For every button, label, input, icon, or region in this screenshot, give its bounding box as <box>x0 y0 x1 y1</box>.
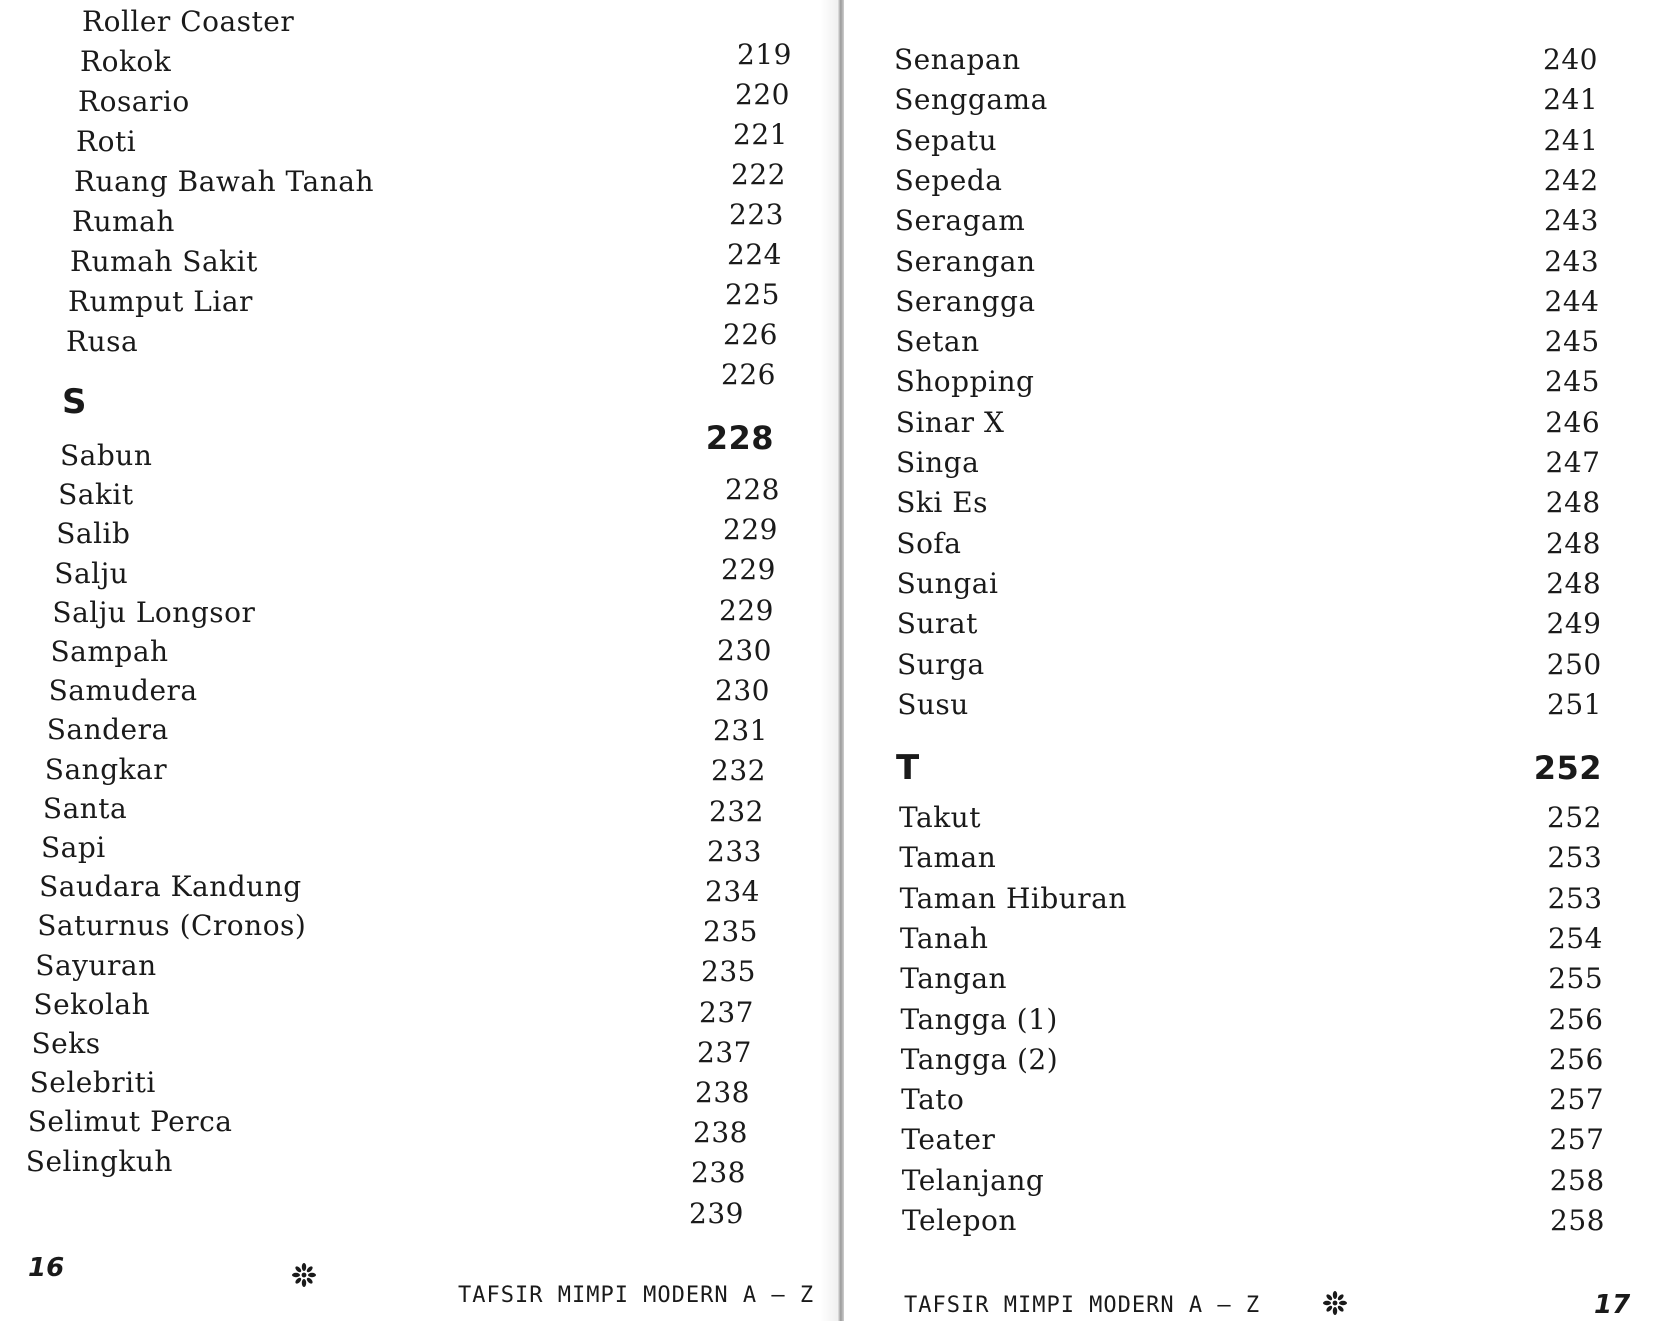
entry-page-number: 231 <box>713 714 768 748</box>
left-page-number: 16 <box>28 1253 65 1283</box>
entry-term: Sepatu <box>894 123 998 157</box>
entry-term: Takut <box>899 801 981 834</box>
entry-page-number: 232 <box>709 794 764 828</box>
left-index-entry <box>0 554 838 594</box>
entry-page-number: 232 <box>711 754 766 788</box>
entry-page-number: 238 <box>691 1156 746 1190</box>
left-index-entry <box>0 1102 838 1142</box>
entry-term: Seks <box>31 1027 101 1060</box>
entry-term: Sampah <box>50 635 169 668</box>
entry-term: Sangkar <box>44 752 168 786</box>
right-index-entry <box>844 798 1662 838</box>
entry-term: Serangga <box>895 284 1036 318</box>
entry-page-number: 238 <box>693 1116 748 1150</box>
entry-term: Sabun <box>60 439 153 472</box>
entry-page-number: 256 <box>1548 1002 1604 1036</box>
entry-term: Sakit <box>58 478 134 512</box>
right-index-entry <box>844 1120 1662 1160</box>
entry-page-number: 229 <box>719 593 774 627</box>
left-index-entry <box>0 593 838 633</box>
entry-page-number: 248 <box>1546 566 1602 600</box>
left-index-entry <box>0 750 838 790</box>
entry-page-number: 225 <box>725 278 780 311</box>
left-index-page <box>0 1194 838 1234</box>
right-index-list <box>844 0 1662 1321</box>
entry-term: Saudara Kandung <box>39 870 302 904</box>
entry-page-number: 222 <box>731 158 786 191</box>
entry-term: Surga <box>897 647 985 681</box>
right-index-entry <box>844 483 1662 523</box>
right-index-entry <box>844 645 1662 685</box>
entry-term: Saturnus (Cronos) <box>37 909 307 943</box>
entry-page-number: 257 <box>1549 1083 1605 1117</box>
left-index-page <box>0 235 838 275</box>
section-letter: T <box>896 748 920 788</box>
entry-page-number: 224 <box>727 238 782 271</box>
entry-page-number: 226 <box>721 358 776 391</box>
right-index-entry <box>844 838 1662 878</box>
entry-page-number: 248 <box>1546 526 1601 560</box>
right-index-entry <box>844 403 1662 443</box>
left-index-entry <box>0 946 838 986</box>
left-index-entry <box>0 671 838 711</box>
section-page-number: 252 <box>1533 749 1602 787</box>
entry-term: Taman Hiburan <box>899 881 1127 915</box>
entry-term: Serangan <box>895 244 1036 278</box>
entry-term: Sungai <box>896 566 999 600</box>
entry-term: Samudera <box>48 674 198 708</box>
entry-term: Rumput Liar <box>68 285 253 318</box>
right-index-entry <box>844 201 1662 241</box>
entry-term: Rusa <box>66 325 139 358</box>
entry-term: Sandera <box>46 713 169 747</box>
entry-term: Tanah <box>899 921 989 955</box>
entry-page-number: 235 <box>701 955 756 989</box>
entry-page-number: 241 <box>1543 123 1599 157</box>
entry-term: Rokok <box>80 45 172 78</box>
entry-term: Salib <box>56 517 131 551</box>
left-index-page <box>0 35 838 75</box>
entry-term: Susu <box>897 687 969 721</box>
right-page-number: 17 <box>1594 1290 1631 1320</box>
entry-term: Teater <box>901 1123 996 1157</box>
flower-ornament-icon <box>1322 1290 1348 1316</box>
entry-page-number: 221 <box>733 118 788 151</box>
right-index-entry <box>844 121 1662 161</box>
entry-page-number: 250 <box>1546 647 1602 681</box>
entry-page-number: 243 <box>1544 204 1599 238</box>
left-footer-title: TAFSIR MIMPI MODERN A – Z <box>458 1283 815 1308</box>
entry-term: Telanjang <box>901 1163 1045 1197</box>
left-index-entry <box>0 710 838 750</box>
entry-term: Singa <box>896 446 980 479</box>
left-index-entry <box>0 867 838 907</box>
entry-term: Senggama <box>894 83 1048 117</box>
left-index-entry <box>0 475 838 515</box>
entry-term: Sofa <box>896 526 962 560</box>
entry-page-number: 248 <box>1545 486 1601 520</box>
entry-term: Rosario <box>78 85 190 118</box>
entry-page-number: 258 <box>1549 1163 1605 1197</box>
right-index-entry <box>844 1080 1662 1120</box>
left-index-entry <box>0 789 838 829</box>
entry-page-number: 230 <box>717 633 772 667</box>
right-index-entry <box>844 1040 1662 1080</box>
entry-page-number: 252 <box>1547 801 1602 834</box>
right-index-entry <box>844 919 1662 959</box>
entry-term: Telepon <box>902 1204 1017 1237</box>
entry-page-number: 242 <box>1543 163 1599 197</box>
right-index-entry <box>844 40 1662 80</box>
entry-page-number: 253 <box>1547 841 1603 875</box>
entry-term: Sayuran <box>35 948 157 982</box>
entry-page-number: 239 <box>689 1196 744 1230</box>
left-index-entry <box>0 1024 838 1064</box>
entry-page-number: 255 <box>1548 962 1604 996</box>
right-index-entry <box>844 443 1662 483</box>
entry-term: Ski Es <box>896 486 988 520</box>
entry-page-number: 246 <box>1545 405 1601 439</box>
entry-page-number: 243 <box>1544 244 1600 278</box>
entry-term: Seragam <box>894 204 1026 238</box>
right-index-entry <box>844 322 1662 362</box>
left-index-page <box>0 155 838 195</box>
right-index-entry <box>844 80 1662 120</box>
entry-term: Sapi <box>41 831 106 864</box>
entry-term: Sekolah <box>33 987 151 1021</box>
flower-ornament-icon <box>291 1262 317 1288</box>
entry-page-number: 247 <box>1545 446 1601 479</box>
entry-page-number: 228 <box>725 473 780 506</box>
left-index-entry <box>0 514 838 554</box>
entry-term: Rumah Sakit <box>70 245 258 278</box>
right-index-entry <box>844 879 1662 919</box>
entry-term: Senapan <box>894 43 1021 76</box>
left-index-page <box>0 75 838 115</box>
left-index-page <box>0 275 838 315</box>
right-footer-title: TAFSIR MIMPI MODERN A – Z <box>904 1293 1261 1318</box>
entry-page-number: 256 <box>1548 1042 1604 1076</box>
right-index-entry <box>844 524 1662 564</box>
entry-page-number: 230 <box>715 674 770 707</box>
left-index-entry <box>0 1142 838 1182</box>
entry-term: Selingkuh <box>25 1144 173 1178</box>
entry-page-number: 238 <box>695 1076 750 1109</box>
section-letter: S <box>62 382 87 422</box>
entry-page-number: 244 <box>1544 284 1600 318</box>
entry-page-number: 240 <box>1543 43 1598 76</box>
section-page-number: 228 <box>705 419 774 457</box>
left-index-page <box>0 115 838 155</box>
entry-term: Tangan <box>900 962 1008 996</box>
right-index-entry <box>844 362 1662 402</box>
entry-page-number: 220 <box>735 78 790 111</box>
entry-term: Tangga (1) <box>900 1002 1058 1036</box>
entry-page-number: 234 <box>705 875 760 908</box>
right-index-entry <box>844 282 1662 322</box>
right-index-entry <box>844 1201 1662 1241</box>
entry-term: Salju <box>54 556 129 590</box>
entry-page-number: 251 <box>1547 687 1602 721</box>
right-index-entry <box>844 959 1662 999</box>
entry-page-number: 249 <box>1546 607 1602 641</box>
entry-term: Sepeda <box>894 163 1003 197</box>
entry-page-number: 253 <box>1547 881 1603 915</box>
entry-term: Sinar X <box>895 405 1005 439</box>
right-index-entry <box>844 161 1662 201</box>
entry-term: Salju Longsor <box>52 595 256 629</box>
left-section-heading <box>0 382 838 422</box>
entry-page-number: 258 <box>1550 1204 1605 1237</box>
entry-term: Setan <box>895 325 980 359</box>
left-index-entry <box>0 906 838 946</box>
left-index-entry <box>0 828 838 868</box>
right-index-entry <box>844 564 1662 604</box>
entry-term: Santa <box>42 791 128 825</box>
entry-page-number: 233 <box>707 834 762 868</box>
left-index-entry <box>0 632 838 672</box>
entry-page-number: 245 <box>1545 365 1600 399</box>
right-index-entry <box>844 1000 1662 1040</box>
entry-term: Tato <box>901 1083 965 1117</box>
entry-term: Tangga (2) <box>900 1042 1059 1076</box>
entry-term: Taman <box>899 841 997 875</box>
entry-term: Roller Coaster <box>82 5 295 38</box>
entry-page-number: 237 <box>697 1035 752 1069</box>
entry-page-number: 226 <box>723 318 778 351</box>
entry-term: Selebriti <box>29 1066 156 1100</box>
right-page <box>844 0 1662 1321</box>
entry-page-number: 257 <box>1549 1123 1605 1157</box>
right-index-entry <box>844 1161 1662 1201</box>
entry-term: Ruang Bawah Tanah <box>74 165 374 198</box>
entry-term: Shopping <box>895 365 1035 399</box>
entry-page-number: 235 <box>703 915 758 949</box>
entry-term: Selimut Perca <box>27 1105 233 1139</box>
right-index-entry <box>844 604 1662 644</box>
entry-page-number: 245 <box>1544 325 1600 359</box>
entry-page-number: 241 <box>1543 83 1599 117</box>
entry-term: Roti <box>76 125 137 158</box>
right-section-heading <box>844 748 1662 788</box>
left-index-entry <box>0 985 838 1025</box>
entry-page-number: 219 <box>737 38 792 71</box>
entry-page-number: 223 <box>729 198 784 231</box>
left-index-page <box>0 195 838 235</box>
entry-page-number: 229 <box>723 513 778 547</box>
entry-page-number: 229 <box>721 553 776 587</box>
left-index-entry <box>0 1063 838 1103</box>
entry-term: Rumah <box>72 205 175 238</box>
right-index-entry <box>844 685 1662 725</box>
entry-page-number: 237 <box>699 995 754 1029</box>
entry-page-number: 254 <box>1547 921 1603 955</box>
left-index-page <box>0 315 838 355</box>
right-index-entry <box>844 242 1662 282</box>
entry-term: Surat <box>896 607 978 641</box>
